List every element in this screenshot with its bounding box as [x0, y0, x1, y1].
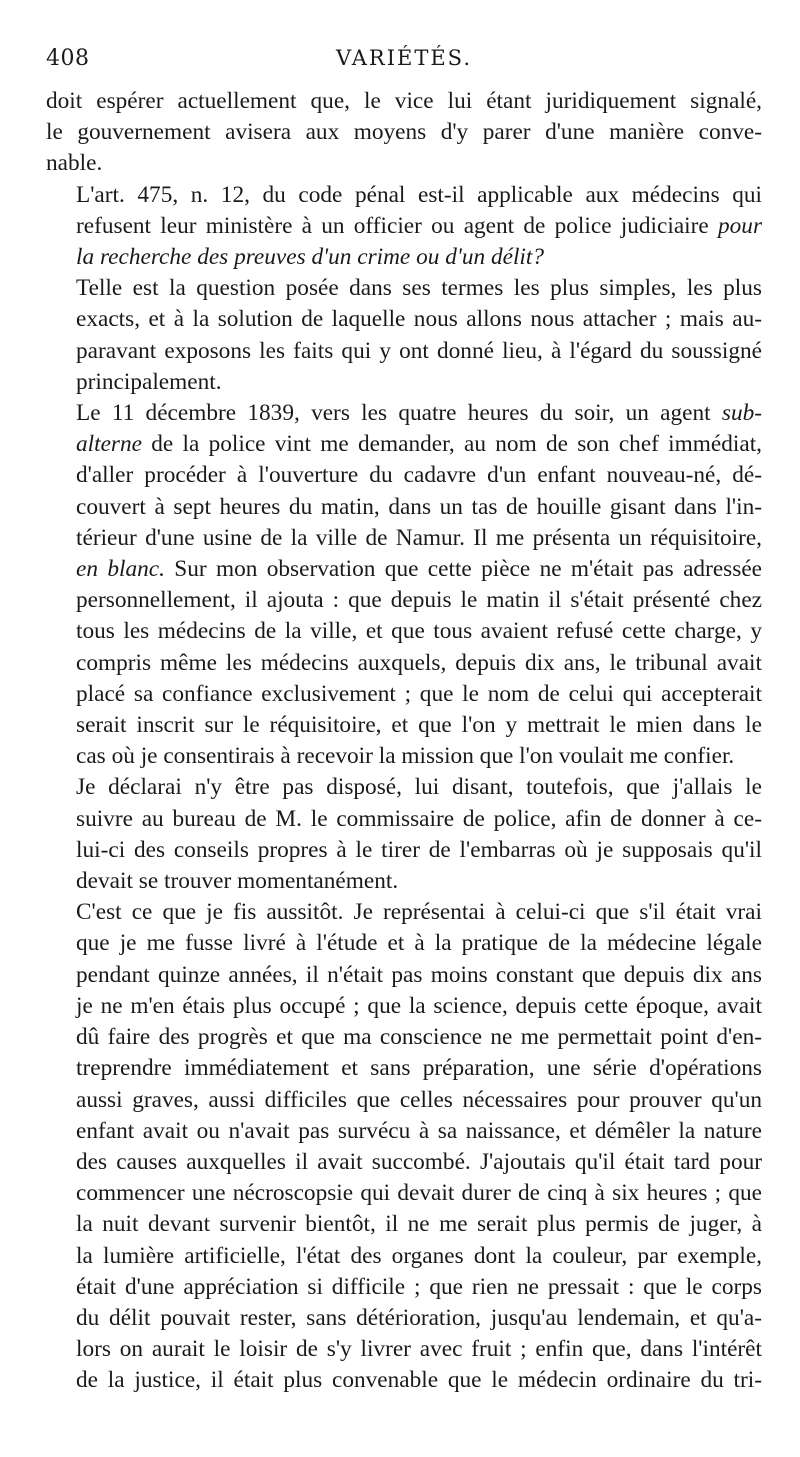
text-line: enfant avait ou n'avait pas survécu à sa naissance, et démêler la nature — [76, 1117, 762, 1144]
body-text — [46, 86, 762, 1397]
text-line — [46, 242, 762, 273]
text-line: Je déclarai n'y être pas disposé, lui disant, toutefois, que j'allais le — [76, 774, 762, 801]
paragraph — [46, 273, 762, 398]
text-line: aussi graves, aussi difficiles que celles nécessaires pour prouver qu'un — [76, 1086, 762, 1113]
text-line: paravant exposons les faits qui y ont donné lieu, à l'égard du soussigné — [76, 337, 762, 364]
running-title: VARIÉTÉS. — [336, 46, 472, 70]
text-line: compris même les médecins auxquels, depuis dix ans, le tribunal avait — [76, 649, 762, 676]
text-line: serait inscrit sur le réquisitoire, et que l'on y mettrait le mien dans le — [76, 712, 762, 739]
text-line: Le 11 décembre 1839, vers les quatre heures du soir, un agent sub- — [76, 400, 762, 427]
text-line: que je me fusse livré à l'étude et à la pratique de la médecine légale — [76, 930, 762, 957]
text-line: C'est ce que je fis aussitôt. Je représentai à celui-ci que s'il était vrai — [76, 899, 762, 926]
text-line: des causes auxquelles il avait succombé. J'ajoutais qu'il était tard pour — [76, 1148, 762, 1175]
text-line: la nuit devant survenir bientôt, il ne me serait plus permis de juger, à — [76, 1211, 762, 1238]
text-line: je ne m'en étais plus occupé ; que la science, depuis cette époque, avait — [76, 992, 762, 1019]
text-line: tous les médecins de la ville, et que tous avaient refusé cette charge, y — [76, 618, 762, 645]
paragraph — [46, 398, 762, 772]
text-line: d'aller procéder à l'ouverture du cadavre d'un enfant nouveau-né, dé- — [76, 462, 762, 489]
text-line: cas où je consentirais à recevoir la mission que l'on voulait me confier. — [76, 743, 735, 770]
text-line: personnellement, il ajouta : que depuis le matin il s'était présenté chez — [76, 587, 762, 614]
page-header — [46, 42, 762, 82]
text-line: treprendre immédiatement et sans préparation, une série d'opérations — [76, 1055, 762, 1082]
italic-segment: sub- — [721, 400, 762, 427]
page-number: 408 — [46, 46, 90, 71]
text-line: lors on aurait le loisir de s'y livrer avec fruit ; enfin que, dans l'intérêt — [76, 1336, 762, 1363]
text-line: térieur d'une usine de la ville de Namur. Il me présenta un réquisitoire, — [76, 524, 762, 551]
text-line: était d'une appréciation si difficile ; que rien ne pressait : que le corps — [76, 1273, 762, 1300]
text-line: le gouvernement avisera aux moyens d'y parer d'une manière conve- — [46, 119, 762, 146]
text-line: L'art. 475, n. 12, du code pénal est-il applicable aux médecins qui — [76, 181, 762, 208]
text-line: en blanc. Sur mon observation que cette pièce ne m'était pas adressée — [76, 556, 762, 583]
text-line: principalement. — [76, 368, 222, 395]
text-line: Telle est la question posée dans ses termes les plus simples, les plus — [76, 275, 762, 302]
text-line: nable. — [46, 150, 103, 177]
text-segment: refusent leur ministère à un officier ou agent de police judiciaire — [76, 212, 709, 239]
text-line: suivre au bureau de M. le commissaire de police, afin de donner à ce- — [76, 805, 762, 832]
text-line: la lumière artificielle, l'état des organes dont la couleur, par exemple, — [76, 1242, 762, 1269]
text-line: doit espérer actuellement que, le vice lui étant juridiquement signalé, — [46, 88, 762, 114]
italic-segment: alterne — [76, 431, 142, 458]
text-line: pendant quinze années, il n'était pas moins constant que depuis dix ans — [76, 961, 762, 988]
paragraph — [46, 772, 762, 897]
italic-segment: en blanc. — [76, 556, 165, 583]
text-line: exacts, et à la solution de laquelle nous allons nous attacher ; mais au- — [76, 306, 762, 333]
text-line: de la justice, il était plus convenable que le médecin ordinaire du tri- — [76, 1367, 762, 1394]
text-line: commencer une nécroscopsie qui devait durer de cinq à six heures ; que — [76, 1180, 762, 1207]
paragraph — [46, 180, 762, 274]
text-line: couvert à sept heures du matin, dans un tas de houille gisant dans l'in- — [76, 493, 762, 520]
text-line: du délit pouvait rester, sans détérioration, jusqu'au lendemain, et qu'a- — [76, 1304, 762, 1331]
italic-segment: pour — [718, 212, 763, 239]
text-line — [46, 211, 762, 242]
text-line: lui-ci des conseils propres à le tirer de l'embarras où je supposais qu'il — [76, 836, 762, 863]
italic-segment: la recherche des preuves d'un crime ou d'un délit? — [76, 244, 545, 271]
text-line: alterne de la police vint me demander, au nom de son chef immédiat, — [76, 431, 762, 458]
text-line: devait se trouver momentanément. — [76, 868, 399, 895]
paragraph — [46, 897, 762, 1396]
paragraph — [46, 86, 762, 180]
text-line: placé sa confiance exclusivement ; que le nom de celui qui accepterait — [76, 680, 762, 707]
text-line: dû faire des progrès et que ma conscience ne me permettait point d'en- — [76, 1024, 762, 1051]
